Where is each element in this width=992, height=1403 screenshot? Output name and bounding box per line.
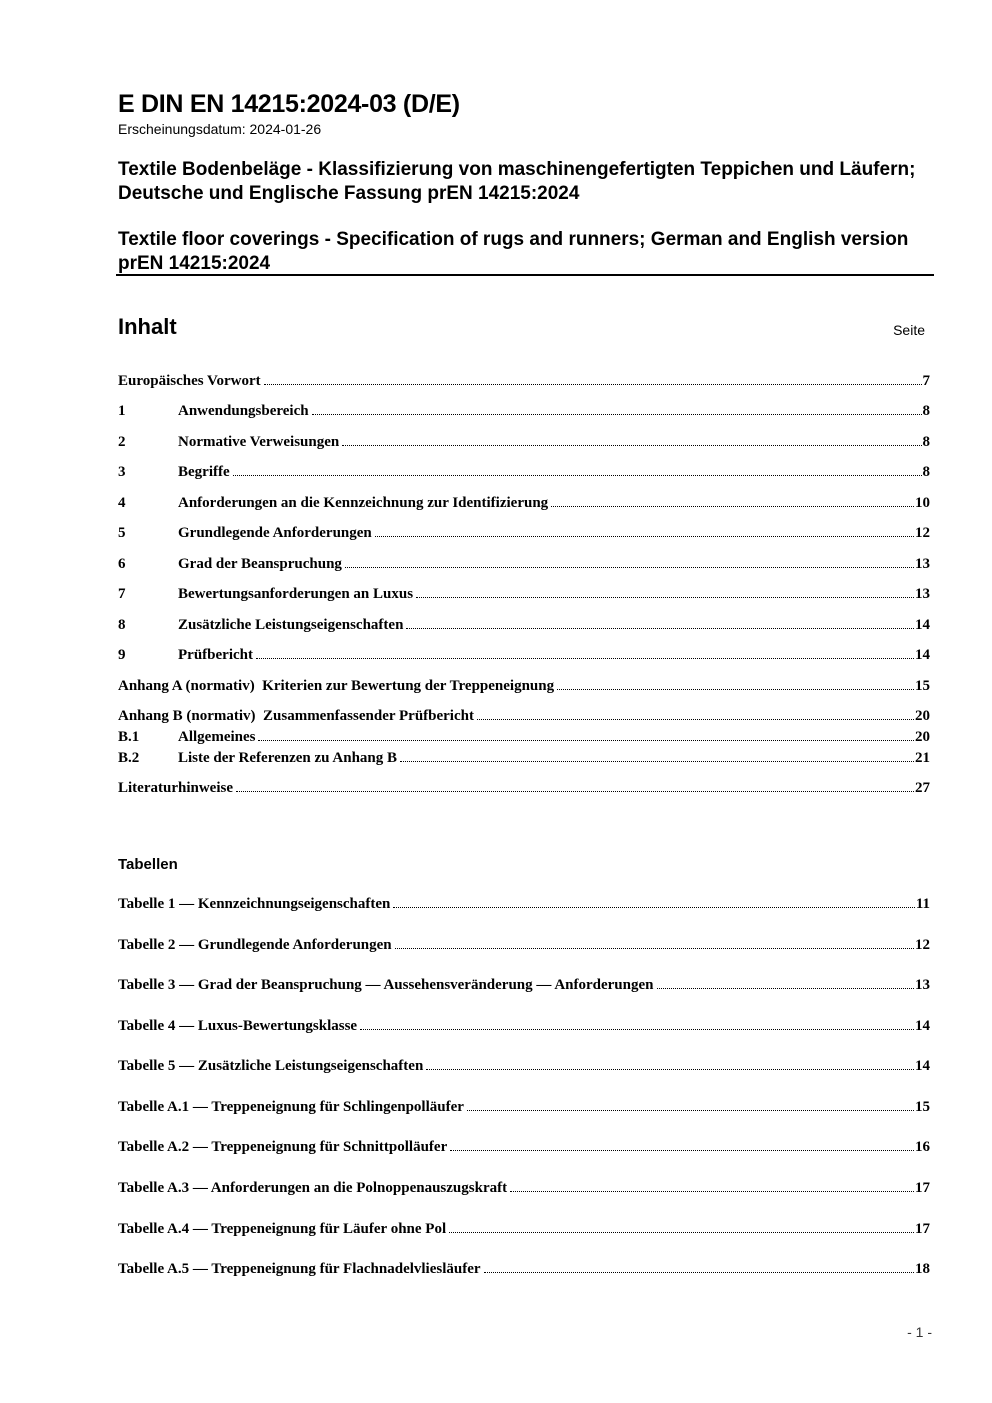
dot-leader	[400, 760, 914, 762]
dot-leader	[477, 718, 914, 720]
dot-leader	[375, 535, 914, 537]
toc-entry-number: 7	[118, 586, 126, 602]
toc-entry-page: 8	[922, 403, 930, 419]
table-entry-page: 17	[915, 1180, 930, 1196]
dot-leader	[233, 474, 922, 476]
toc-entry-label: Prüfbericht	[178, 647, 253, 663]
table-entry-page: 11	[915, 896, 930, 912]
dot-leader	[345, 566, 914, 568]
toc-entry-number: B.2	[118, 750, 140, 766]
toc-entry-label: Allgemeines	[178, 729, 256, 745]
table-entry-page: 12	[915, 937, 930, 953]
toc-entry[interactable]	[118, 727, 930, 747]
toc-entry-number: 5	[118, 525, 126, 541]
table-list-entry[interactable]	[118, 1178, 930, 1198]
toc-entry-page: 10	[915, 495, 930, 511]
toc-entry-page: 20	[915, 708, 930, 724]
dot-leader	[264, 383, 922, 385]
toc-entry-page: 13	[915, 586, 930, 602]
dot-leader	[551, 505, 914, 507]
toc-entry-label: Normative Verweisungen	[178, 434, 340, 450]
toc-entry-label: Literaturhinweise	[118, 780, 233, 796]
toc-entry[interactable]	[118, 371, 930, 391]
toc-entry[interactable]	[118, 645, 930, 665]
toc-entry-page: 7	[922, 373, 930, 389]
table-entry-label: Tabelle A.5 — Treppeneignung für Flachnadelvliesläufer	[118, 1261, 481, 1277]
toc-entry-label: Begriffe	[178, 464, 230, 480]
toc-entry[interactable]	[118, 584, 930, 604]
title-german: Textile Bodenbeläge - Klassifizierung von maschinengefertigten Teppichen und Läufern; Deutsche und Englische Fassung prEN 14215:2024	[118, 159, 916, 204]
toc-entry[interactable]	[118, 401, 930, 421]
table-entry-label: Tabelle 2 — Grundlegende Anforderungen	[118, 937, 392, 953]
title-english: Textile floor coverings - Specification of rugs and runners; German and English version prEN 14215:2024	[118, 229, 909, 274]
toc-entry-label: Grundlegende Anforderungen	[178, 525, 372, 541]
toc-entry[interactable]	[118, 615, 930, 635]
table-list-entry[interactable]	[118, 935, 930, 955]
publication-date: Erscheinungsdatum: 2024-01-26	[118, 121, 322, 137]
dot-leader	[657, 987, 915, 989]
toc-entry-page: 12	[915, 525, 930, 541]
table-entry-page: 14	[915, 1058, 930, 1074]
toc-heading: Inhalt	[118, 314, 177, 339]
dot-leader	[236, 790, 914, 792]
table-entry-label: Tabelle A.1 — Treppeneignung für Schlingenpolläufer	[118, 1099, 464, 1115]
table-entry-label: Tabelle 3 — Grad der Beanspruchung — Aussehensveränderung — Anforderungen	[118, 977, 654, 993]
dot-leader	[393, 906, 914, 908]
dot-leader	[360, 1028, 914, 1030]
table-list-entry[interactable]	[118, 1056, 930, 1076]
toc-entry[interactable]	[118, 554, 930, 574]
dot-leader	[312, 413, 922, 415]
toc-entry-label: Europäisches Vorwort	[118, 373, 261, 389]
table-entry-label: Tabelle 1 — Kennzeichnungseigenschaften	[118, 896, 391, 912]
toc-entry-page: 27	[915, 780, 930, 796]
toc-entry-label: Liste der Referenzen zu Anhang B	[178, 750, 398, 766]
table-list-entry[interactable]	[118, 1097, 930, 1117]
table-entry-page: 15	[915, 1099, 930, 1115]
table-entry-page: 14	[915, 1018, 930, 1034]
table-list-entry[interactable]	[118, 1016, 930, 1036]
page-number: - 1 -	[907, 1324, 932, 1340]
toc-entry-annex[interactable]	[118, 706, 930, 726]
table-entry-label: Tabelle A.2 — Treppeneignung für Schnittpolläufer	[118, 1139, 448, 1155]
toc-entry-label: Anwendungsbereich	[178, 403, 309, 419]
dot-leader	[484, 1271, 914, 1273]
table-entry-label: Tabelle A.3 — Anforderungen an die Polnoppenauszugskraft	[118, 1180, 508, 1196]
dot-leader	[395, 947, 914, 949]
table-entry-label: Tabelle 5 — Zusätzliche Leistungseigenschaften	[118, 1058, 424, 1074]
toc-entry-number: B.1	[118, 729, 140, 745]
toc-entry-page: 14	[915, 647, 930, 663]
dot-leader	[426, 1068, 914, 1070]
toc-entry-label: Anforderungen an die Kennzeichnung zur Identifizierung	[178, 495, 549, 511]
table-entry-label: Tabelle A.4 — Treppeneignung für Läufer ohne Pol	[118, 1221, 447, 1237]
dot-leader	[450, 1149, 914, 1151]
toc-entry-label: Anhang A (normativ) Kriterien zur Bewertung der Treppeneignung	[118, 678, 555, 694]
dot-leader	[467, 1109, 914, 1111]
table-list-entry[interactable]	[118, 1137, 930, 1157]
toc-entry-page: 8	[922, 464, 930, 480]
tables-heading: Tabellen	[118, 856, 178, 873]
dot-leader	[449, 1231, 914, 1233]
dot-leader	[557, 688, 914, 690]
toc-entry-page: 21	[915, 750, 930, 766]
table-list-entry[interactable]	[118, 894, 930, 914]
toc-entry-number: 9	[118, 647, 126, 663]
dot-leader	[342, 444, 921, 446]
toc-entry-page: 20	[915, 729, 930, 745]
toc-entry-number: 6	[118, 556, 126, 572]
toc-entry[interactable]	[118, 493, 930, 513]
dot-leader	[416, 596, 914, 598]
toc-entry[interactable]	[118, 462, 930, 482]
toc-entry[interactable]	[118, 432, 930, 452]
table-list-entry[interactable]	[118, 1219, 930, 1239]
dot-leader	[256, 657, 914, 659]
title-divider	[116, 274, 934, 276]
toc-entry[interactable]	[118, 523, 930, 543]
table-entry-page: 16	[915, 1139, 930, 1155]
toc-entry-page: 15	[915, 678, 930, 694]
dot-leader	[258, 739, 914, 741]
toc-entry-page: 14	[915, 617, 930, 633]
table-entry-page: 13	[915, 977, 930, 993]
toc-entry-number: 3	[118, 464, 126, 480]
table-entry-page: 17	[915, 1221, 930, 1237]
toc-entry-number: 4	[118, 495, 126, 511]
table-list-entry[interactable]	[118, 975, 930, 995]
toc-entry[interactable]	[118, 778, 930, 798]
table-list-entry[interactable]	[118, 1259, 930, 1279]
toc-entry-annex[interactable]	[118, 676, 930, 696]
toc-entry-label: Zusätzliche Leistungseigenschaften	[178, 617, 404, 633]
toc-entry-label: Grad der Beanspruchung	[178, 556, 342, 572]
table-entry-page: 18	[915, 1261, 930, 1277]
toc-page-column-label: Seite	[893, 322, 925, 338]
toc-entry-label: Anhang B (normativ) Zusammenfassender Prüfbericht	[118, 708, 474, 724]
document-id: E DIN EN 14215:2024-03 (D/E)	[118, 90, 460, 118]
toc-entry-page: 13	[915, 556, 930, 572]
toc-entry-number: 1	[118, 403, 126, 419]
dot-leader	[510, 1190, 914, 1192]
table-entry-label: Tabelle 4 — Luxus-Bewertungsklasse	[118, 1018, 358, 1034]
toc-entry-page: 8	[922, 434, 930, 450]
toc-entry-number: 2	[118, 434, 126, 450]
toc-entry[interactable]	[118, 748, 930, 768]
toc-entry-number: 8	[118, 617, 126, 633]
dot-leader	[406, 627, 914, 629]
toc-entry-label: Bewertungsanforderungen an Luxus	[178, 586, 414, 602]
